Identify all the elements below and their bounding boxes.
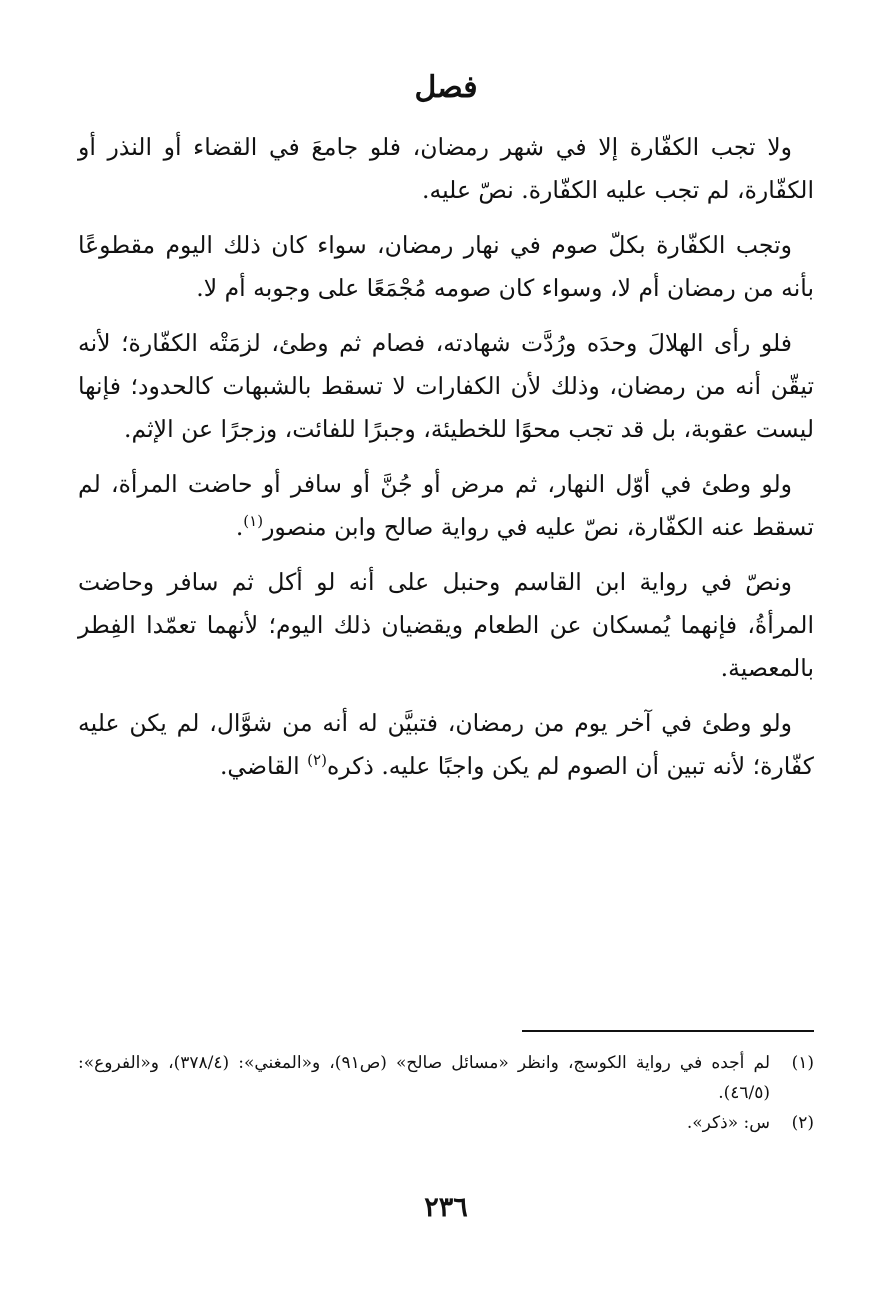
paragraph-3-text: فلو رأى الهلالَ وحدَه ورُدَّت شهادته، فصام ثم وطئ، لزمَتْه الكفّارة؛ لأنه تيقّن أنه من رمضان، وذلك لأن الكفارات لا تسقط بالشبهات كالحدود؛ فإنها ليست عقوبة، بل قد تجب محوًا للخطيئة، وجبرًا للفائت، وزجرًا عن الإثم. bbox=[78, 329, 814, 443]
footnote-1-text: لم أجده في رواية الكوسج، وانظر «مسائل صالح» (ص٩١)، و«المغني»: (٣٧٨/٤)، و«الفروع»: (٤٦/٥). bbox=[78, 1053, 771, 1103]
paragraph-1-text: ولا تجب الكفّارة إلا في شهر رمضان، فلو جامعَ في القضاء أو النذر أو الكفّارة، لم تجب عليه الكفّارة. نصّ عليه. bbox=[78, 133, 814, 204]
paragraph-2 bbox=[78, 224, 814, 310]
paragraph-4 bbox=[78, 463, 814, 549]
paragraph-1 bbox=[78, 126, 814, 212]
page-number: ٢٣٦ bbox=[424, 1192, 468, 1223]
paragraph-6-text: ولو وطئ في آخر يوم من رمضان، فتبيَّن له أنه من شوَّال، لم يكن عليه كفّارة؛ لأنه تبين أن الصوم لم يكن واجبًا عليه. ذكره bbox=[78, 709, 814, 780]
paragraph-6 bbox=[78, 702, 814, 788]
paragraph-5 bbox=[78, 561, 814, 690]
section-title: فصل bbox=[414, 70, 478, 105]
footnote-ref-2[interactable]: (٢) bbox=[307, 751, 327, 770]
paragraph-6-end: القاضي. bbox=[219, 752, 308, 780]
paragraph-5-text: ونصّ في رواية ابن القاسم وحنبل على أنه لو أكل ثم سافر وحاضت المرأةُ، فإنهما يُمسكان عن الطعام ويقضيان ذلك اليوم؛ لأنهما تعمّدا الفِطر بالمعصية. bbox=[78, 568, 814, 682]
paragraph-4-text: ولو وطئ في أوّل النهار، ثم مرض أو جُنَّ أو سافر أو حاضت المرأة، لم تسقط عنه الكفّارة، نصّ عليه في رواية صالح وابن منصور bbox=[78, 470, 814, 541]
footnotes bbox=[78, 1048, 814, 1138]
paragraph-2-text: وتجب الكفّارة بكلّ صوم في نهار رمضان، سواء كان ذلك اليوم مقطوعًا بأنه من رمضان أم لا، وسواء كان صومه مُجْمَعًا على وجوبه أم لا. bbox=[78, 231, 814, 302]
footnote-1-number: (١) bbox=[791, 1053, 814, 1073]
footnote-separator bbox=[522, 1030, 814, 1032]
paragraph-4-end: . bbox=[235, 513, 244, 541]
paragraph-3 bbox=[78, 322, 814, 451]
footnote-ref-1[interactable]: (١) bbox=[243, 512, 264, 531]
footnote-2 bbox=[78, 1108, 814, 1138]
footnote-1 bbox=[78, 1048, 814, 1108]
body-text bbox=[78, 126, 814, 800]
book-page bbox=[78, 0, 814, 1290]
footnote-2-number: (٢) bbox=[791, 1113, 814, 1133]
footnote-2-text: س: «ذكر». bbox=[686, 1113, 770, 1133]
